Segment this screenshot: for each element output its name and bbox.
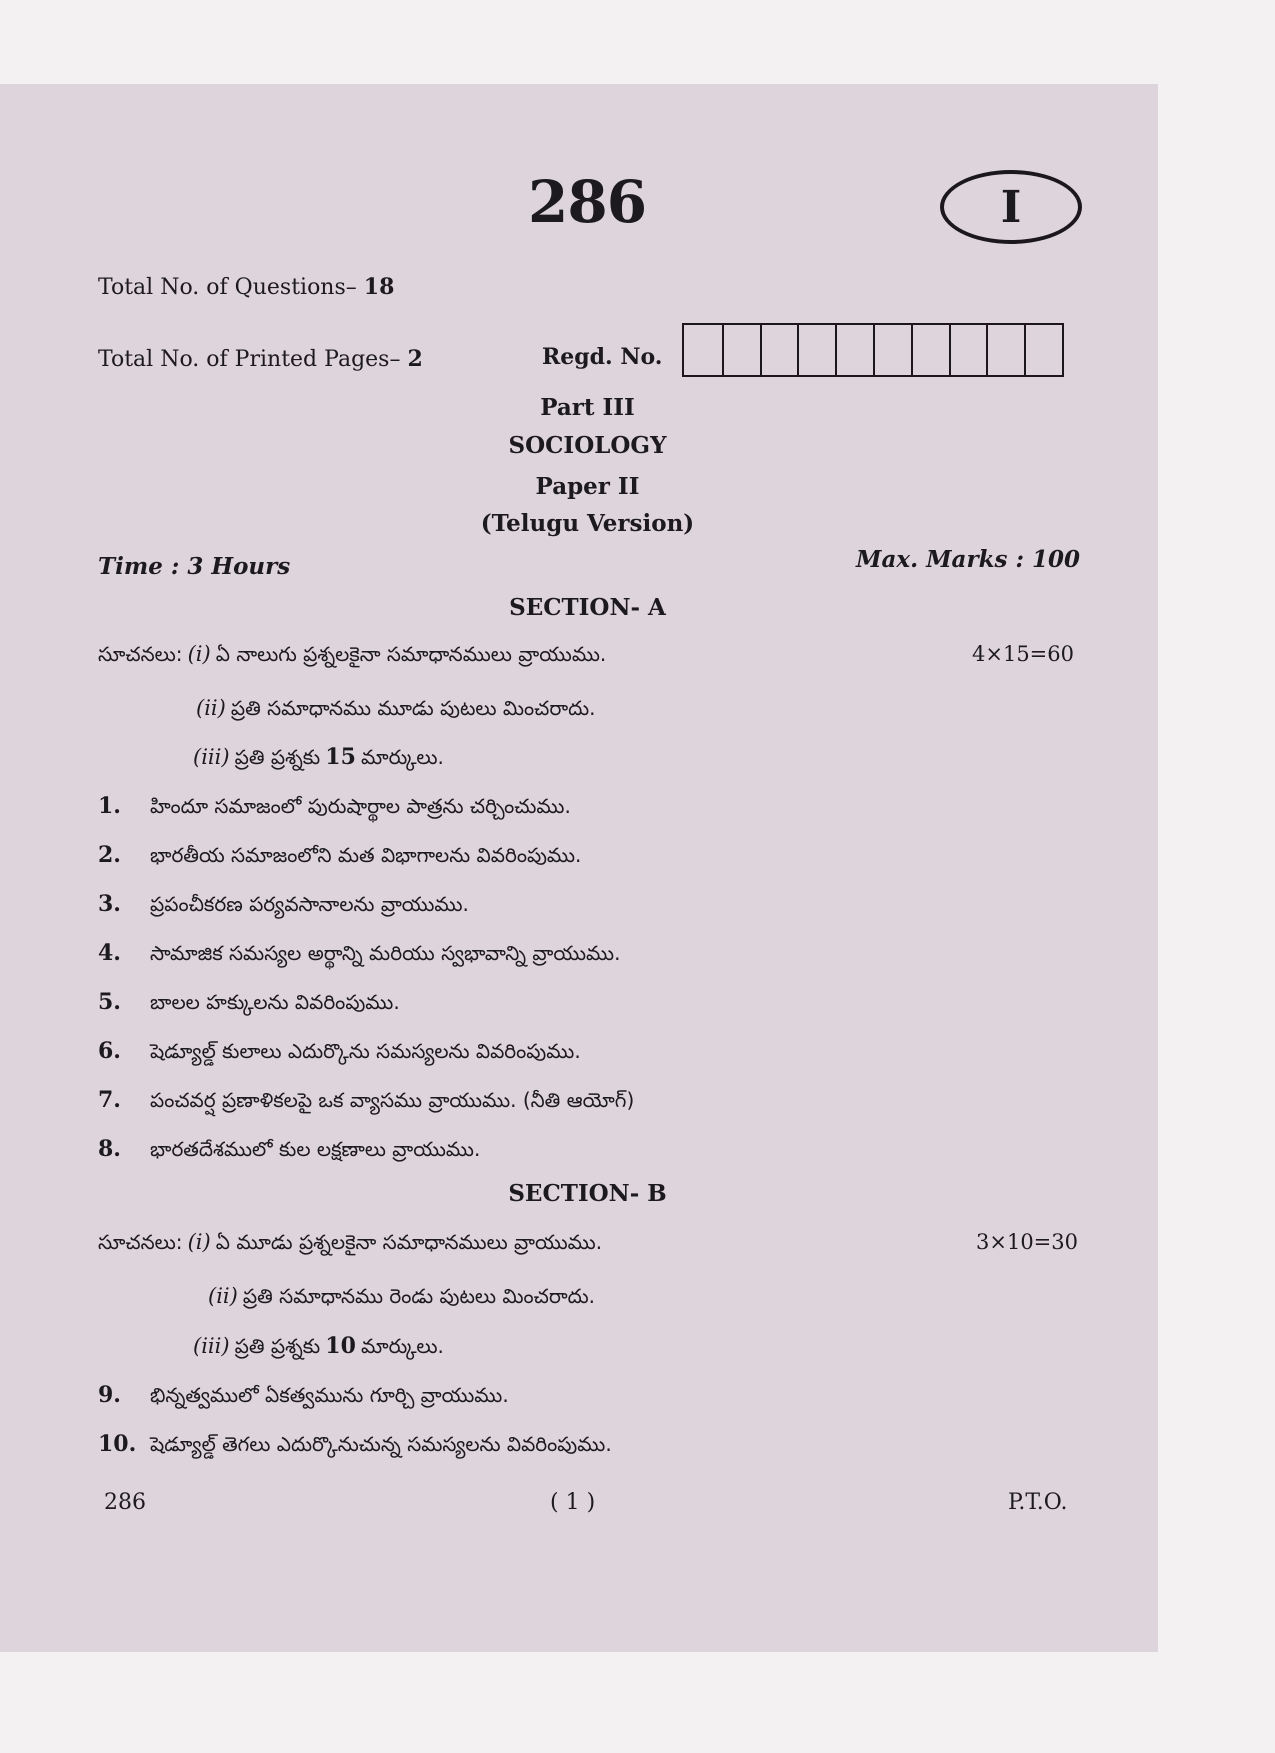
question-number: 2.	[98, 842, 121, 868]
question-number: 10.	[98, 1431, 137, 1457]
regd-digit-box	[797, 325, 835, 375]
regd-digit-box	[835, 325, 873, 375]
section-a-questions	[98, 793, 634, 1185]
section-b-instruction-3	[193, 1333, 444, 1363]
regd-number-boxes	[682, 323, 1064, 377]
subject-title: SOCIOLOGY	[508, 432, 667, 459]
question-item	[98, 1038, 634, 1087]
instruction-text: మార్కులు.	[360, 1334, 444, 1358]
paper-title: Paper II	[535, 473, 640, 500]
paper-code: 286	[528, 168, 647, 236]
instructions-label: సూచనలు:	[98, 642, 183, 666]
question-text: పంచవర్ష ప్రణాళికలపై ఒక వ్యాసము వ్రాయుము. (నీతి ఆయోగ్)	[150, 1088, 635, 1112]
question-text: బాలల హక్కులను వివరింపుము.	[150, 990, 400, 1014]
section-a-instruction-3	[193, 744, 444, 774]
regd-digit-box	[911, 325, 949, 375]
question-text: భారతదేశములో కుల లక్షణాలు వ్రాయుము.	[150, 1137, 481, 1161]
section-b-questions	[98, 1382, 612, 1480]
part-title: Part III	[540, 394, 635, 421]
question-item	[98, 940, 634, 989]
question-item	[98, 1136, 634, 1185]
question-text: షెడ్యూల్డ్ కులాలు ఎదుర్కొను సమస్యలను వివరింపుము.	[150, 1039, 581, 1063]
instruction-marks: 15	[325, 744, 356, 770]
pto-label: P.T.O.	[1008, 1490, 1068, 1515]
question-text: భిన్నత్వములో ఏకత్వమును గూర్చి వ్రాయుము.	[150, 1383, 509, 1407]
instruction-roman: (i)	[187, 1230, 211, 1254]
instruction-text: ప్రతి సమాధానము మూడు పుటలు మించరాదు.	[230, 696, 596, 720]
set-label: I	[1000, 181, 1022, 233]
instruction-marks: 10	[325, 1333, 356, 1359]
question-text: ప్రపంచీకరణ పర్యవసానాలను వ్రాయుము.	[150, 892, 469, 916]
question-item	[98, 891, 634, 940]
question-item	[98, 989, 634, 1038]
question-text: హిందూ సమాజంలో పురుషార్థాల పాత్రను చర్చించుము.	[150, 794, 571, 818]
footer-paper-code: 286	[104, 1490, 146, 1515]
question-item	[98, 1087, 634, 1136]
question-item	[98, 1382, 612, 1431]
section-a-heading: SECTION- A	[509, 594, 666, 621]
instruction-text: ప్రతి ప్రశ్నకు	[234, 745, 321, 769]
regd-digit-box	[1024, 325, 1062, 375]
question-text: భారతీయ సమాజంలోని మత విభాగాలను వివరింపుము.	[150, 843, 582, 867]
section-b-marks-scheme: 3×10=30	[976, 1230, 1078, 1254]
regd-digit-box	[760, 325, 798, 375]
instructions-label: సూచనలు:	[98, 1230, 183, 1254]
section-b-heading: SECTION- B	[508, 1180, 667, 1207]
instruction-roman: (iii)	[193, 1334, 230, 1358]
question-item	[98, 793, 634, 842]
section-a-instruction-1	[98, 642, 606, 671]
regd-digit-box	[722, 325, 760, 375]
question-item	[98, 1431, 612, 1480]
question-number: 1.	[98, 793, 121, 819]
section-a-instruction-2	[196, 696, 596, 725]
page-number: ( 1 )	[550, 1490, 596, 1515]
total-pages	[98, 346, 423, 372]
regd-digit-box	[949, 325, 987, 375]
section-b-instruction-1	[98, 1230, 602, 1259]
question-number: 9.	[98, 1382, 121, 1408]
question-number: 8.	[98, 1136, 121, 1162]
total-pages-value: 2	[407, 346, 423, 372]
version-title: (Telugu Version)	[480, 510, 695, 537]
set-badge	[940, 170, 1082, 244]
section-a-marks-scheme: 4×15=60	[972, 642, 1074, 666]
total-pages-label: Total No. of Printed Pages–	[98, 347, 401, 372]
question-number: 3.	[98, 891, 121, 917]
question-number: 7.	[98, 1087, 121, 1113]
question-number: 5.	[98, 989, 121, 1015]
regd-label: Regd. No.	[542, 344, 663, 370]
instruction-roman: (iii)	[193, 745, 230, 769]
instruction-roman: (ii)	[208, 1284, 238, 1308]
regd-digit-box	[873, 325, 911, 375]
instruction-text: ప్రతి సమాధానము రెండు పుటలు మించరాదు.	[242, 1284, 595, 1308]
total-questions	[98, 274, 394, 300]
instruction-text: ఏ నాలుగు ప్రశ్నలకైనా సమాధానములు వ్రాయుము.	[215, 642, 607, 666]
instruction-text: ప్రతి ప్రశ్నకు	[234, 1334, 321, 1358]
question-text: షెడ్యూల్డ్ తెగలు ఎదుర్కొనుచున్న సమస్యలను వివరింపుము.	[150, 1432, 612, 1456]
regd-digit-box	[986, 325, 1024, 375]
instruction-roman: (i)	[187, 642, 211, 666]
instruction-text: మార్కులు.	[360, 745, 444, 769]
regd-digit-box	[684, 325, 722, 375]
time-duration: Time : 3 Hours	[98, 553, 291, 580]
question-item	[98, 842, 634, 891]
question-number: 6.	[98, 1038, 121, 1064]
question-number: 4.	[98, 940, 121, 966]
section-b-instruction-2	[208, 1284, 595, 1313]
instruction-text: ఏ మూడు ప్రశ్నలకైనా సమాధానములు వ్రాయుము.	[215, 1230, 603, 1254]
total-questions-label: Total No. of Questions–	[98, 275, 357, 300]
total-questions-value: 18	[363, 274, 395, 300]
question-text: సామాజిక సమస్యల అర్థాన్ని మరియు స్వభావాన్ని వ్రాయుము.	[150, 941, 621, 965]
max-marks: Max. Marks : 100	[856, 546, 1080, 573]
instruction-roman: (ii)	[196, 696, 226, 720]
